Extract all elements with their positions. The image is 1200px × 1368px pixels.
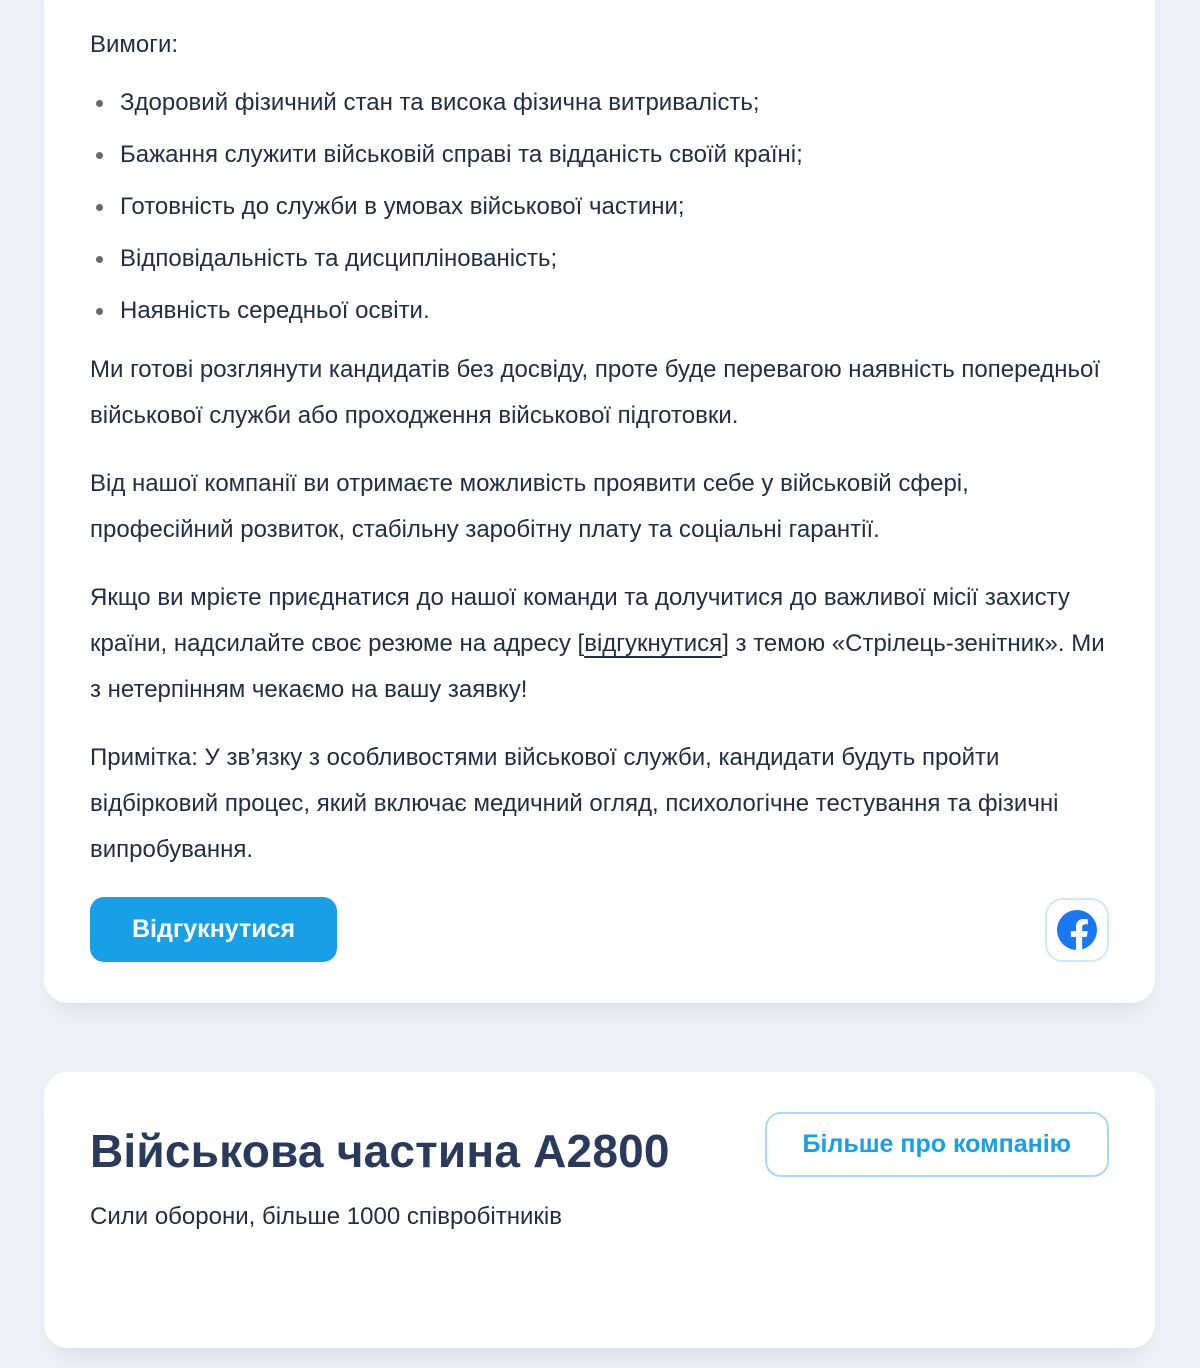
note-paragraph: Примітка: У зв’язку з особливостями військової служби, кандидати будуть пройти відбірковий процес, який включає медичний огляд, психологічне тестування та фізичні випробування. <box>90 744 1059 863</box>
apply-paragraph <box>90 575 1105 713</box>
description-paragraph: Від нашої компанії ви отримаєте можливість проявити себе у військовій сфері, професійний розвиток, стабільну заробітну плату та соціальні гарантії. <box>90 470 969 543</box>
more-about-company-button[interactable]: Більше про компанію <box>765 1112 1109 1177</box>
job-actions-row <box>90 897 1109 962</box>
apply-button[interactable]: Відгукнутися <box>90 897 337 962</box>
requirements-heading: Вимоги: <box>90 31 179 58</box>
facebook-share-button[interactable] <box>1045 898 1109 962</box>
requirement-item: Відповідальність та дисциплінованість; <box>90 243 1109 275</box>
apply-inline-link[interactable]: відгукнутися <box>584 630 723 657</box>
job-description-card <box>44 0 1155 1003</box>
description-paragraph: Ми готові розглянути кандидатів без досвіду, проте буде перевагою наявність попередньої військової служби або проходження військової підготовки. <box>90 356 1101 429</box>
facebook-icon <box>1053 906 1101 954</box>
company-name: Військова частина А2800 <box>90 1125 670 1177</box>
company-summary: Сили оборони, більше 1000 співробітників <box>90 1203 562 1230</box>
requirement-item: Бажання служити військовій справі та відданість своїй країні; <box>90 139 1109 171</box>
company-header-row <box>90 1118 1109 1184</box>
requirement-item: Здоровий фізичний стан та висока фізична витривалість; <box>90 87 1109 119</box>
requirement-item: Готовність до служби в умовах військової частини; <box>90 191 1109 223</box>
company-card <box>44 1072 1155 1348</box>
apply-paragraph-after: ] з темою «Стрілець-зенітник». Ми з нетерпінням чекаємо на вашу заявку! <box>90 630 1105 703</box>
requirement-item: Наявність середньої освіти. <box>90 295 1109 327</box>
requirements-list <box>90 87 1109 327</box>
apply-paragraph-before: Якщо ви мрієте приєднатися до нашої команди та долучитися до важливої місії захисту країни, надсилайте своє резюме на адресу [ <box>90 584 1070 657</box>
